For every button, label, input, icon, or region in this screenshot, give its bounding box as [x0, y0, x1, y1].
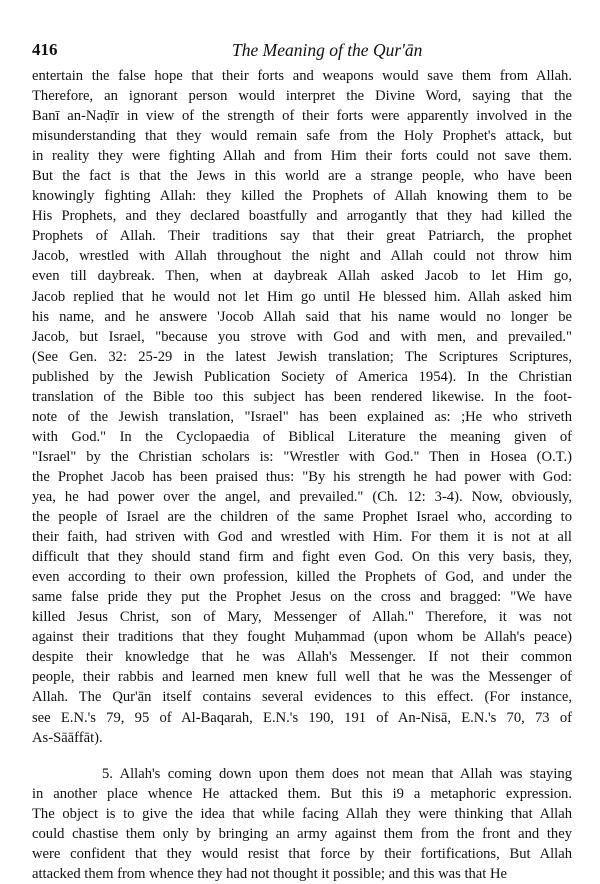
paragraph-note-5 [32, 764, 572, 884]
text-line: But the fact is that the Jews in this world are a strange people, who have been [32, 168, 572, 185]
text-line: were confident that they would resist that force by their fortifications, But Allah [32, 845, 572, 862]
text-line: Allah. The Qur'ān itself contains several evidences to this effect. (For instance, [32, 689, 572, 706]
text-line: people, their rabbis and learned men knew full well that he was the Messenger of [32, 669, 572, 686]
text-line: attacked them from whence they had not thought it possible; and this was that He [32, 865, 507, 882]
page-header [32, 40, 568, 62]
text-line: translation of the Bible too this subject has been rendered likewise. In the foot- [32, 388, 572, 405]
text-line: could chastise them only by bringing an army against them from the front and they [32, 825, 572, 842]
text-line: As-Sāāffāt). [32, 729, 103, 746]
text-line: the Prophet Jacob has been praised thus: "By his strength he had power with God: [32, 468, 572, 485]
text-line: in reality they were fighting Allah and from Him their forts could not save them. [32, 148, 572, 165]
text-line: against their traditions that they fought Muḥammad (upon whom be Allah's peace) [32, 629, 572, 646]
body-text [32, 66, 572, 884]
text-line: Jacob, but Israel, "because you strove with God and with men, and prevailed." [32, 328, 572, 345]
text-line: note of the Jewish translation, "Israel" has been explained as: ;He who striveth [32, 408, 572, 425]
text-line: Jacob, wrestled with Allah throughout the night and Allah could not throw him [32, 248, 572, 265]
text-line: killed Jesus Christ, son of Mary, Messenger of Allah." Therefore, it was not [32, 609, 572, 626]
text-line: 5. Allah's coming down upon them does not mean that Allah was staying [102, 765, 572, 782]
text-line: Jacob replied that he would not let Him go until He blessed him. Allah asked him [32, 288, 572, 305]
text-line: yea, he had power over the angel, and prevailed." (Ch. 12: 3-4). Now, obviously, [32, 488, 572, 505]
text-line: with God." In the Cyclopaedia of Biblical Literature the meaning given of [32, 428, 572, 445]
text-line: see E.N.'s 79, 95 of Al-Baqarah, E.N.'s 190, 191 of An-Nisā, E.N.'s 70, 73 of [32, 709, 572, 726]
text-line: in another place whence He attacked them. But this i9 a metaphoric expression. [32, 785, 572, 802]
text-line: same false pride they put the Prophet Jesus on the cross and bragged: "We have [32, 589, 572, 606]
text-line: knowingly fighting Allah: they killed the Prophets of Allah knowing them to be [32, 188, 572, 205]
page-number: 416 [32, 40, 58, 59]
text-line: entertain the false hope that their forts and weapons would save them from Allah. [32, 68, 572, 84]
text-line: despite their knowledge that he was Allah's Messenger. If not their common [32, 649, 572, 666]
text-line: "Israel" by the Christian scholars is: "Wrestler with God." Then in Hosea (O.T.) [32, 448, 572, 465]
text-line: His Prophets, and they declared boastfully and arrogantly that they had killed the [32, 208, 572, 225]
paragraph-commentary [32, 66, 572, 748]
text-line: their faith, had striven with God and wrestled with Him. For them it is not at all [32, 529, 572, 546]
text-line: published by the Jewish Publication Society of America 1954). In the Christian [32, 368, 572, 385]
text-line: The object is to give the idea that while facing Allah they were thinking that Allah [32, 805, 572, 822]
text-line: even according to their own profession, killed the Prophets of God, and under the [32, 569, 572, 586]
text-line: Prophets of Allah. Their traditions say that their great Patriarch, the prophet [32, 228, 572, 245]
text-line: misunderstanding that they would remain safe from the Holy Prophet's attack, but [32, 128, 572, 145]
text-line: difficult that they should stand firm and fight even God. On this very basis, they, [32, 549, 572, 566]
running-title: The Meaning of the Qur'ān [232, 40, 423, 60]
text-line: his name, and he answere 'Jocob Allah said that his name would no longer be [32, 308, 572, 325]
text-line: the people of Israel are the children of the same Prophet Israel who, according to [32, 509, 572, 526]
text-line: Therefore, an ignorant person would interpret the Divine Word, saying that the [32, 88, 572, 105]
text-line: even till daybreak. Then, when at daybreak Allah asked Jacob to let Him go, [32, 268, 572, 285]
text-line: (See Gen. 32: 25-29 in the latest Jewish translation; The Scriptures Scriptures, [32, 348, 572, 365]
text-line: Banī an-Naḍīr in view of the strength of their forts were apparently involved in the [32, 108, 572, 125]
